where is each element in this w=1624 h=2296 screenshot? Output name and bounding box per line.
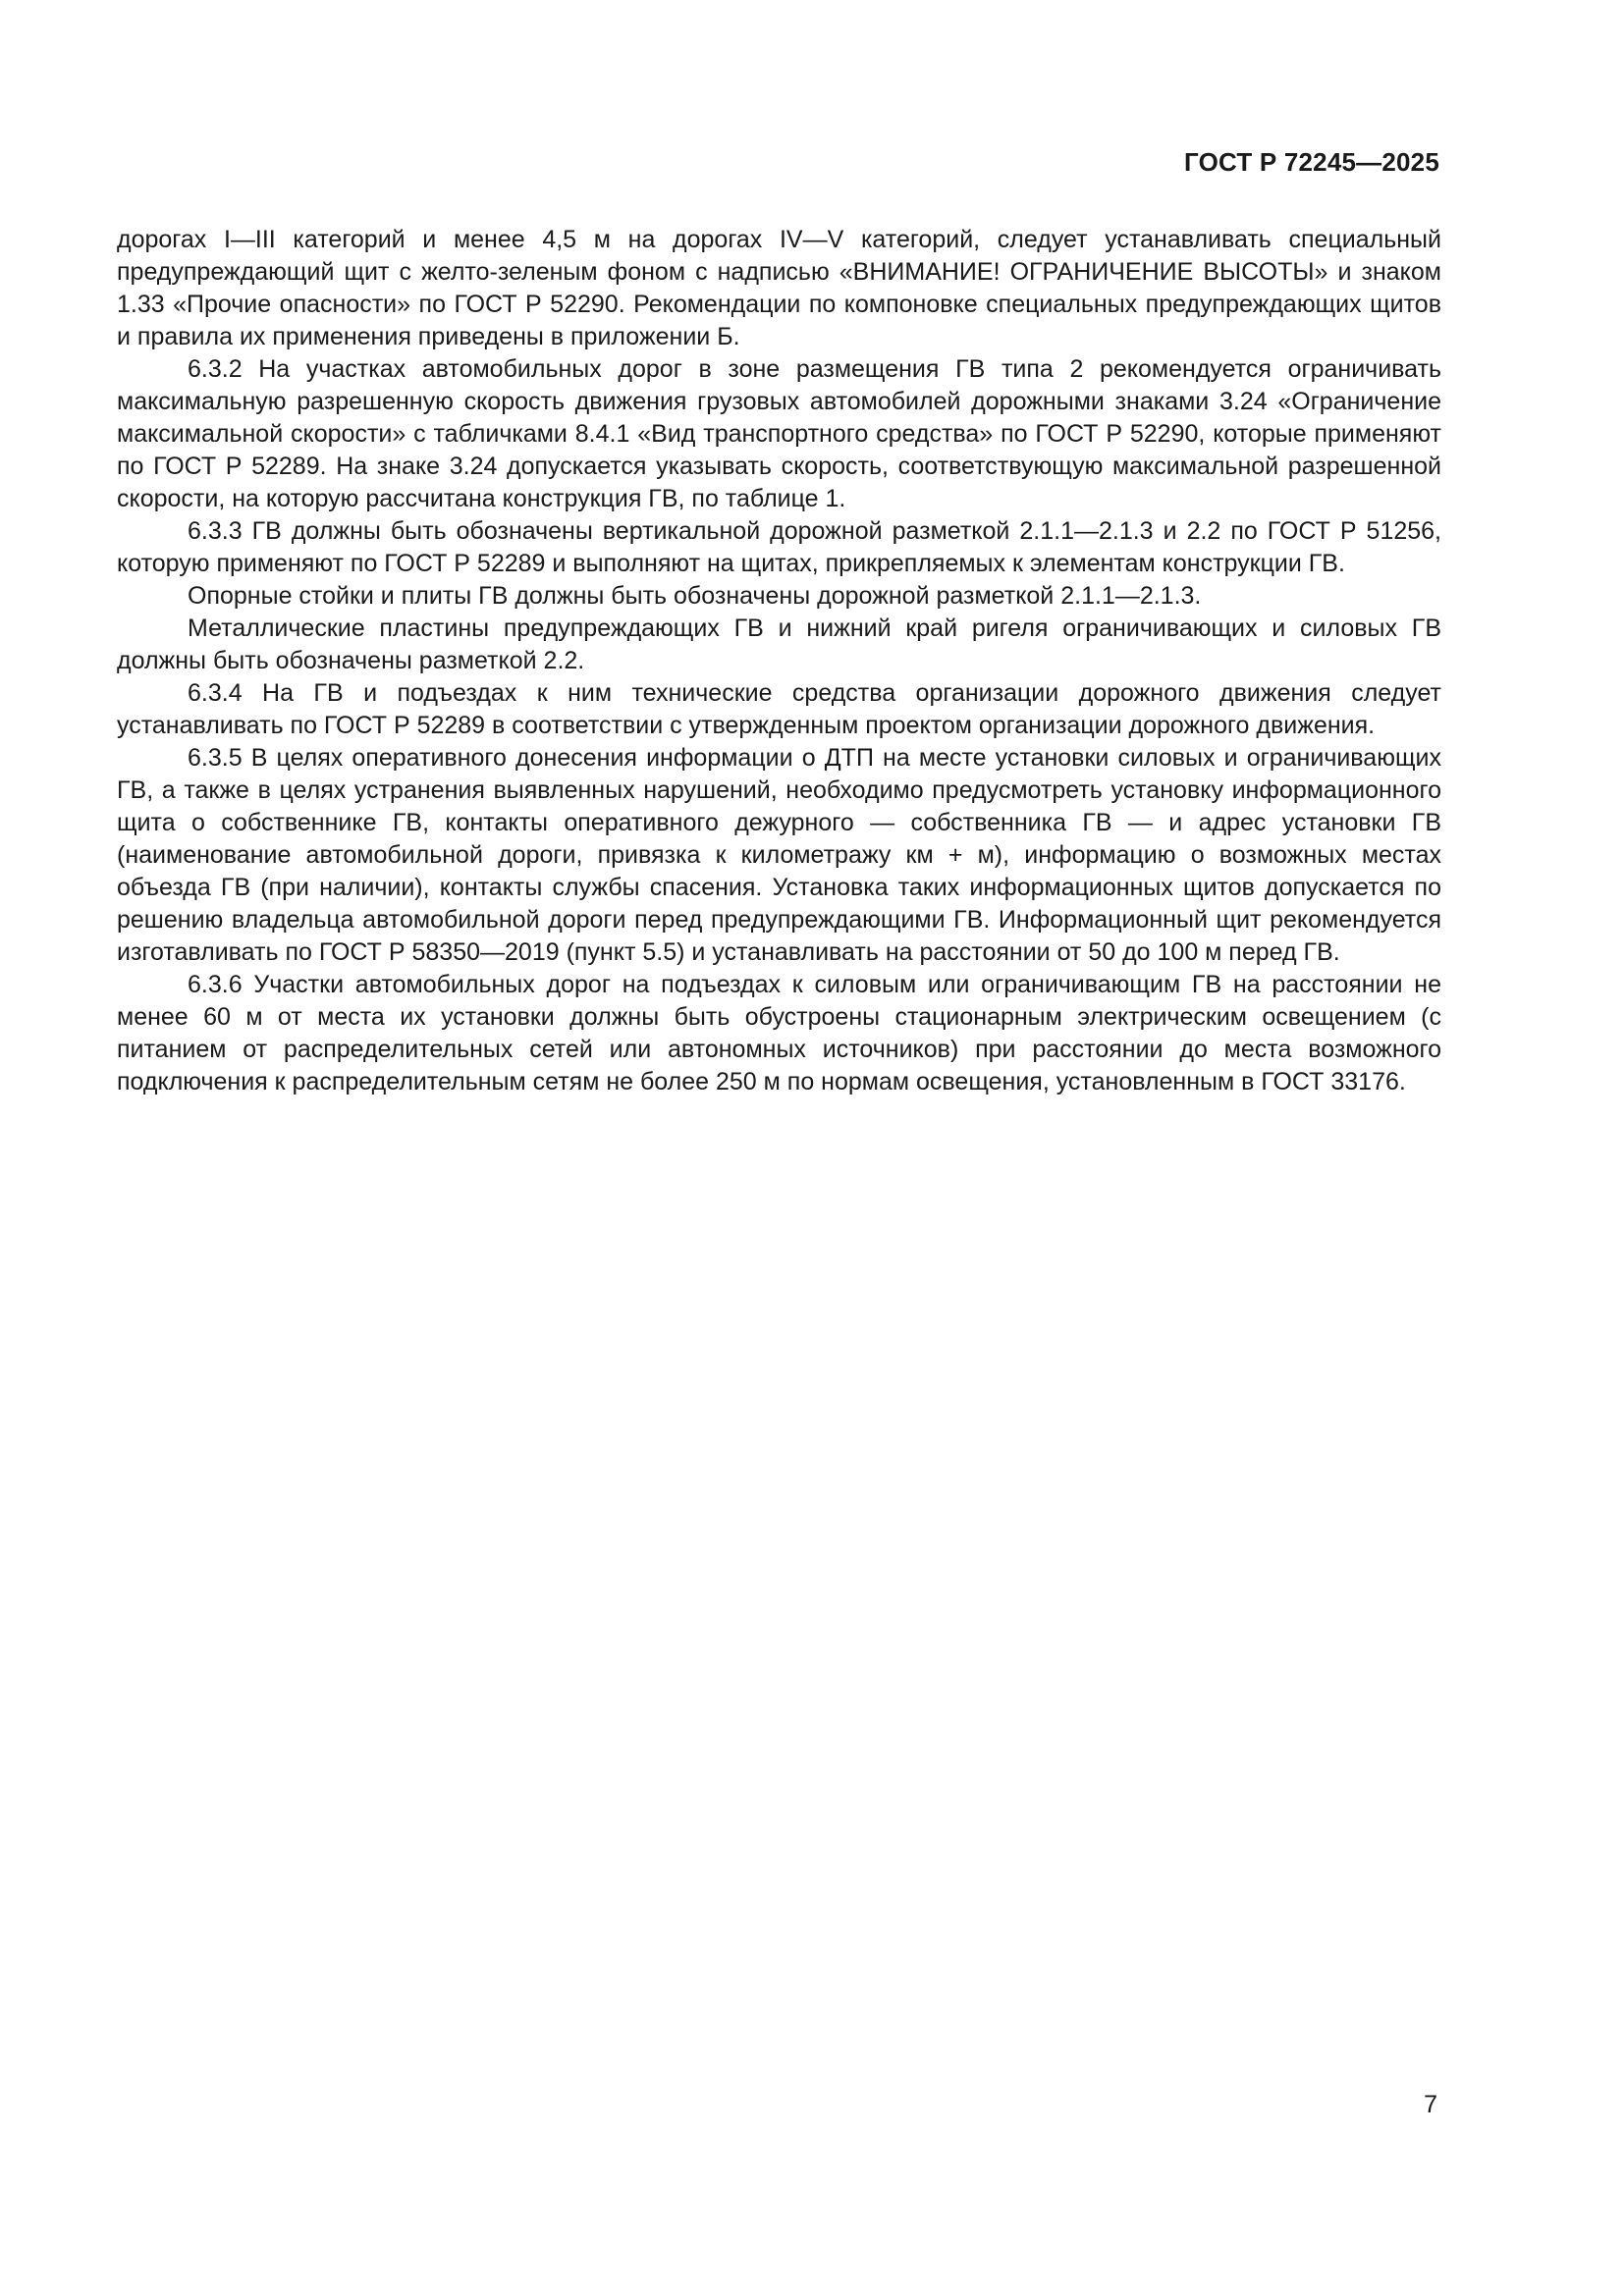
paragraph-6-3-6: 6.3.6 Участки автомобильных дорог на подъездах к силовым или ограничивающим ГВ на расстоянии не менее 60 м от места их установки должны быть обустроены стационарным электрическим освещением (с питанием от распределительных сетей или автономных источников) при расстоянии до места возможного подключения к распределительным сетям не более 250 м по нормам освещения, установленным в ГОСТ 33176. bbox=[117, 971, 1441, 1095]
paragraph-6-3-2: 6.3.2 На участках автомобильных дорог в зоне размещения ГВ типа 2 рекомендуется ограничивать максимальную разрешенную скорость движения грузовых автомобилей дорожными знаками 3.24 «Ограничение максимальной скорости» с табличками 8.4.1 «Вид транспортного средства» по ГОСТ Р 52290, которые применяют по ГОСТ Р 52289. На знаке 3.24 допускается указывать скорость, соответствующую максимальной разрешенной скорости, на которую рассчитана конструкция ГВ, по таблице 1. bbox=[117, 355, 1441, 512]
paragraph-6-3-5: 6.3.5 В целях оперативного донесения информации о ДТП на месте установки силовых и ограничивающих ГВ, а также в целях устранения выявленных нарушений, необходимо предусмотреть установку информационного щита о собственнике ГВ, контакты оперативного дежурного — собственника ГВ — и адрес установки ГВ (наименование автомобильной дороги, привязка к километражу км + м), информацию о возможных местах объезда ГВ (при наличии), контакты службы спасения. Установка таких информационных щитов допускается по решению владельца автомобильной дороги перед предупреждающими ГВ. Информационный щит рекомендуется изготавливать по ГОСТ Р 58350—2019 (пункт 5.5) и устанавливать на расстоянии от 50 до 100 м перед ГВ. bbox=[117, 744, 1441, 966]
paragraph-support-posts: Опорные стойки и плиты ГВ должны быть обозначены дорожной разметкой 2.1.1—2.1.3. bbox=[188, 582, 1202, 610]
document-body bbox=[117, 224, 1441, 1098]
paragraph-6-3-4: 6.3.4 На ГВ и подъездах к ним технические средства организации дорожного движения следует устанавливать по ГОСТ Р 52289 в соответствии с утвержденным проектом организации дорожного движения. bbox=[117, 679, 1441, 739]
page-number: 7 bbox=[1424, 2091, 1437, 2118]
paragraph-metal-plates: Металлические пластины предупреждающих ГВ и нижний край ригеля ограничивающих и силовых ГВ должны быть обозначены разметкой 2.2. bbox=[117, 614, 1441, 674]
paragraph-continuation: дорогах I—III категорий и менее 4,5 м на дорогах IV—V категорий, следует устанавливать специальный предупреждающий щит с желто-зеленым фоном с надписью «ВНИМАНИЕ! ОГРАНИЧЕНИЕ ВЫСОТЫ» и знаком 1.33 «Прочие опасности» по ГОСТ Р 52290. Рекомендации по компоновке специальных предупреждающих щитов и правила их применения приведены в приложении Б. bbox=[117, 226, 1441, 350]
paragraph-6-3-3: 6.3.3 ГВ должны быть обозначены вертикальной дорожной разметкой 2.1.1—2.1.3 и 2.2 по ГОСТ Р 51256, которую применяют по ГОСТ Р 52289 и выполняют на щитах, прикрепляемых к элементам конструкции ГВ. bbox=[117, 517, 1441, 577]
document-code-header: ГОСТ Р 72245—2025 bbox=[1184, 147, 1439, 177]
